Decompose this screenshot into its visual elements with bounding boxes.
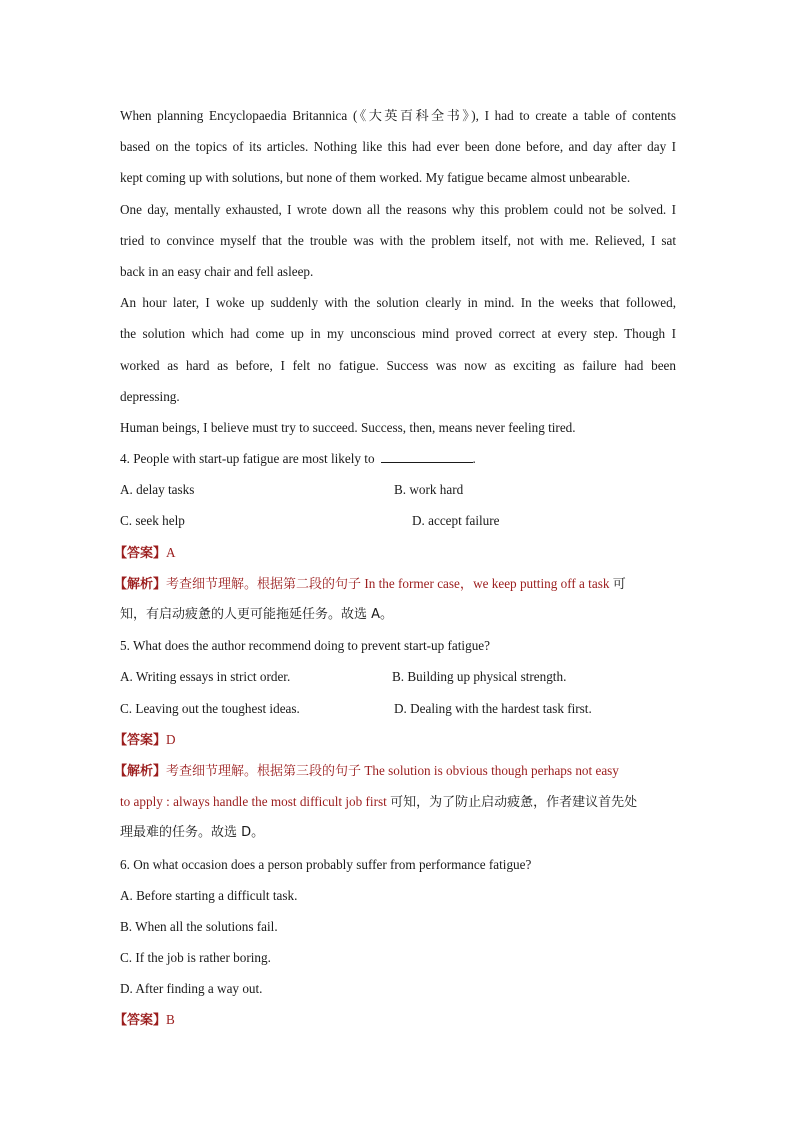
option-a: A. Before starting a difficult task. bbox=[120, 887, 298, 903]
document-page bbox=[114, 100, 676, 1036]
option-b: B. When all the solutions fail. bbox=[120, 918, 278, 934]
answer-tag: 【答案】 bbox=[114, 1013, 167, 1029]
analysis-tag: 【解析】 bbox=[114, 576, 167, 592]
option-d: D. After finding a way out. bbox=[120, 981, 263, 997]
answer-tag: 【答案】 bbox=[114, 545, 167, 561]
passage-line: kept coming up with solutions, but none of them worked. My fatigue became almost unbearable. bbox=[120, 170, 631, 186]
analysis-line: 【解析】考查细节理解。根据第二段的句子 In the former case，we keep putting off a task 可 bbox=[114, 575, 626, 592]
analysis-line: to apply : always handle the most difficult job first 可知，为了防止启动疲惫，作者建议首先处 bbox=[120, 794, 638, 811]
passage-line: Human beings, I believe must try to succeed. Success, then, means never feeling tired. bbox=[120, 419, 576, 435]
analysis-line: 知，有启动疲惫的人更可能拖延任务。故选 A。 bbox=[120, 607, 394, 622]
analysis-tag: 【解析】 bbox=[114, 763, 167, 779]
option-b: B. work hard bbox=[394, 482, 464, 498]
passage-line: When planning Encyclopaedia Britannica (《大英百科全书》), I had to create a table of contents bbox=[120, 108, 676, 123]
option-row bbox=[120, 693, 676, 724]
option-row bbox=[120, 505, 676, 536]
answer-line bbox=[114, 1004, 676, 1035]
passage-line: tried to convince myself that the trouble was with the problem itself, not with me. Relieved, I sat bbox=[120, 232, 676, 248]
answer-line bbox=[114, 537, 676, 568]
option-b: B. Building up physical strength. bbox=[392, 669, 567, 685]
answer-line bbox=[114, 724, 676, 755]
passage-line: An hour later, I woke up suddenly with the solution clearly in mind. In the weeks that followed, bbox=[120, 295, 676, 311]
option-a: A. delay tasks bbox=[120, 482, 195, 498]
question-stem: 6. On what occasion does a person probably suffer from performance fatigue? bbox=[120, 856, 532, 872]
passage-line: based on the topics of its articles. Nothing like this had ever been done before, and day after day I bbox=[120, 139, 676, 155]
answer-value: D bbox=[166, 731, 176, 747]
analysis-line: 理最难的任务。故选 D。 bbox=[120, 825, 265, 841]
option-row bbox=[120, 474, 676, 505]
answer-value: B bbox=[166, 1012, 175, 1028]
option-c: C. Leaving out the toughest ideas. bbox=[120, 700, 300, 716]
passage-line: depressing. bbox=[120, 388, 180, 404]
passage-line: worked as hard as before, I felt no fatigue. Success was now as exciting as failure had been bbox=[120, 357, 676, 373]
question-stem: 5. What does the author recommend doing to prevent start-up fatigue? bbox=[120, 638, 490, 654]
option-c: C. If the job is rather boring. bbox=[120, 950, 271, 966]
question-stem: 4. People with start-up fatigue are most likely to . bbox=[120, 443, 676, 474]
analysis-line: 【解析】考查细节理解。根据第三段的句子 The solution is obvious though perhaps not easy bbox=[114, 762, 619, 779]
answer-value: A bbox=[166, 544, 176, 560]
option-row bbox=[120, 661, 676, 692]
answer-tag: 【答案】 bbox=[114, 732, 167, 748]
question-6 bbox=[114, 849, 676, 1036]
passage-line: One day, mentally exhausted, I wrote down all the reasons why this problem could not be solved. I bbox=[120, 201, 676, 217]
passage-line: the solution which had come up in my unconscious mind proved correct at every step. Though I bbox=[120, 326, 676, 342]
question-4 bbox=[114, 443, 676, 630]
question-5 bbox=[114, 630, 676, 848]
option-c: C. seek help bbox=[120, 513, 185, 529]
option-d: D. accept failure bbox=[412, 513, 500, 529]
option-d: D. Dealing with the hardest task first. bbox=[394, 700, 592, 716]
answer-blank bbox=[381, 448, 473, 463]
option-a: A. Writing essays in strict order. bbox=[120, 669, 291, 685]
reading-passage bbox=[120, 100, 676, 443]
passage-line: back in an easy chair and fell asleep. bbox=[120, 263, 314, 279]
